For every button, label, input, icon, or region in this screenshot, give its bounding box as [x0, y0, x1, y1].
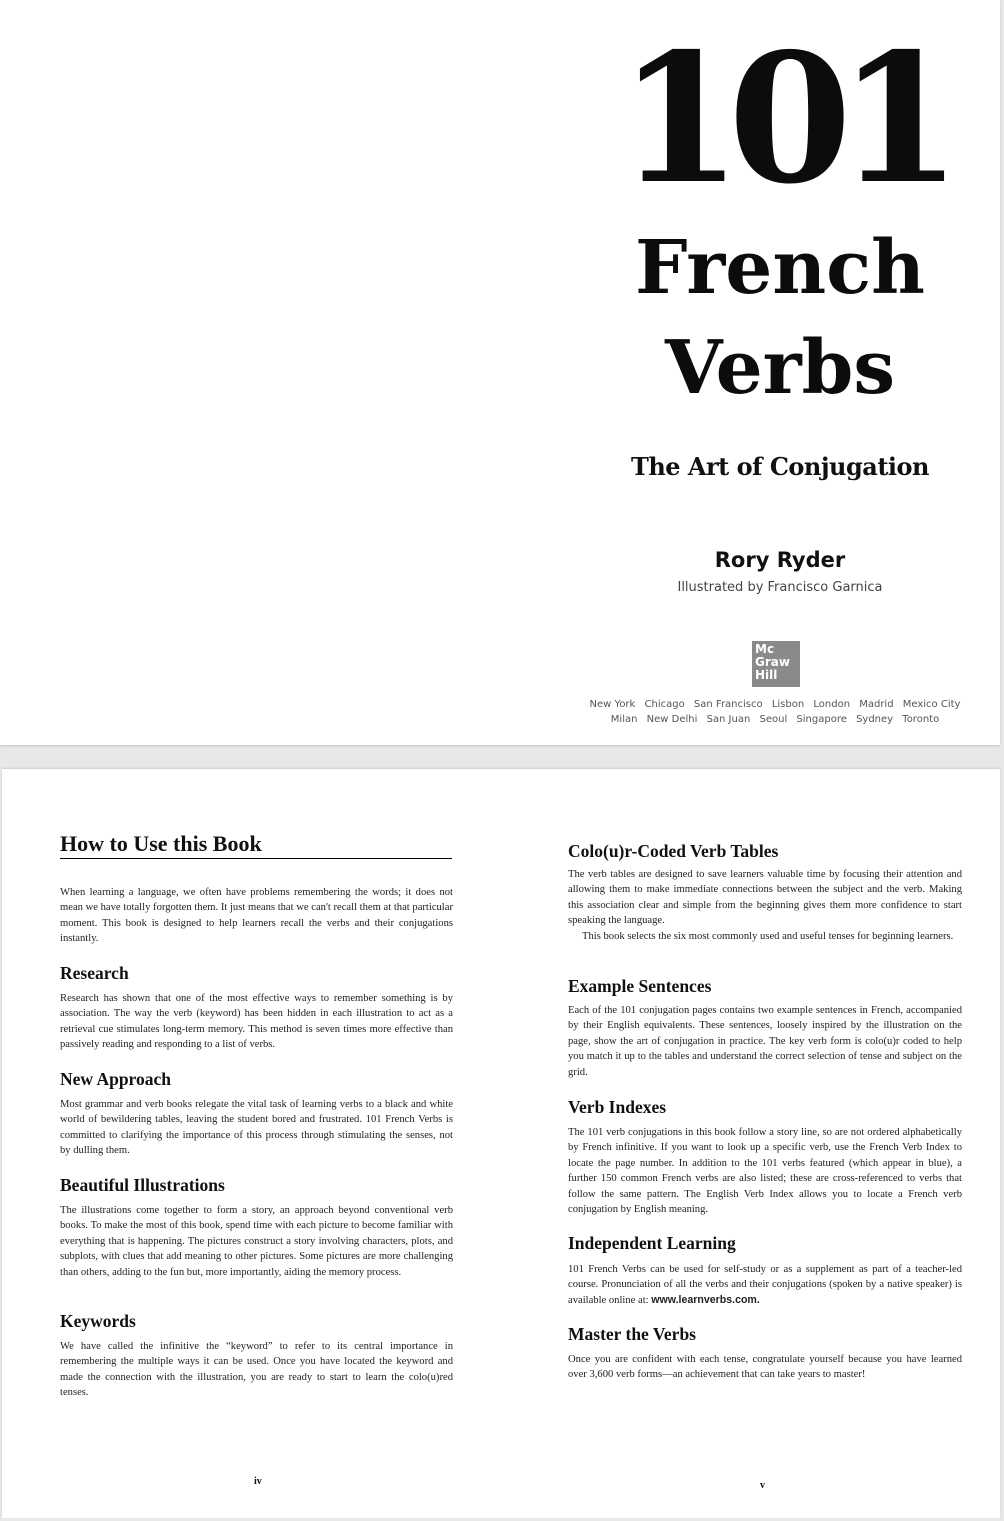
- section-body-text: The verb tables are designed to save learners valuable time by focusing their attention and allowing them to make immediate connections between the subject and the verb. Making this association clear and simple from the beginning gives them more confidence to start speaking the language.: [568, 869, 962, 927]
- city: Chicago: [644, 699, 685, 710]
- city: Toronto: [902, 714, 940, 725]
- section-heading: Research: [60, 963, 129, 983]
- book-subtitle: The Art of Conjugation: [630, 452, 929, 481]
- publisher-cities-row2: [560, 714, 990, 725]
- logo-line-2: Graw: [755, 655, 790, 669]
- section-body: Most grammar and verb books relegate the vital task of learning verbs to a black and white world of bewildering tables, leaving the student bored and frustrated. 101 French Verbs is committed to clarifying the importance of this process through stimulating the senses, not by dulling them.: [60, 1099, 453, 1157]
- city: New Delhi: [646, 714, 698, 725]
- section-body-text-2: This book selects the six most commonly used and useful tenses for beginning learners.: [582, 930, 954, 942]
- city: Lisbon: [771, 699, 805, 710]
- city: Singapore: [796, 714, 847, 725]
- section-heading: Example Sentences: [568, 976, 712, 996]
- book-title-line2: Verbs: [664, 325, 896, 411]
- logo-line-3: Hill: [755, 668, 778, 682]
- city: San Francisco: [693, 699, 763, 710]
- author-name: Rory Ryder: [714, 548, 846, 572]
- book-spread: [2, 769, 1000, 1518]
- logo-line-1: Mc: [755, 642, 775, 656]
- book-title-line1: French: [635, 225, 925, 311]
- title-number: 101: [618, 14, 948, 223]
- section-heading: New Approach: [60, 1069, 172, 1089]
- section-body: [568, 1262, 962, 1308]
- illustrator-credit: Illustrated by Francisco Garnica: [677, 580, 883, 595]
- city: Madrid: [859, 699, 894, 710]
- city: Seoul: [759, 714, 788, 725]
- intro-paragraph: When learning a language, we often have problems remembering the words; it does not mean we have totally forgotten them. It just means that we can't recall them at that particular moment. This book is designed to help learners recall the verbs and their conjugations instantly.: [60, 887, 453, 945]
- city: Mexico City: [902, 699, 961, 710]
- city: New York: [589, 699, 636, 710]
- section-heading: Keywords: [60, 1311, 136, 1331]
- section-heading: Master the Verbs: [568, 1324, 696, 1344]
- city: Sydney: [856, 714, 894, 725]
- section-body: The illustrations come together to form a story, an approach beyond conventional verb books. To make the most of this book, spend time with each picture to become familiar with everything that is happening. The pictures construct a story involving characters, plots, and subplots, with clues that add meaning to other pictures. Some pictures are more challenging than others, adding to the fun but, more importantly, aiding the memory process.: [60, 1205, 453, 1278]
- title-page: [0, 0, 1000, 745]
- website-link[interactable]: www.learnverbs.com.: [651, 1293, 760, 1306]
- page-number-right: v: [760, 1480, 765, 1491]
- section-heading: Beautiful Illustrations: [60, 1175, 225, 1195]
- publisher-cities-row1: [560, 699, 990, 710]
- section-body: Research has shown that one of the most effective ways to remember something is by association. The way the verb (keyword) has been hidden in each illustration to act as a retrieval cue stimulates long-term memory. This method is seven times more effective than passively reading and responding to a list of verbs.: [60, 993, 453, 1051]
- section-body: [568, 867, 962, 944]
- page-heading: How to Use this Book: [60, 831, 452, 859]
- section-heading: Colo(u)r-Coded Verb Tables: [568, 841, 779, 861]
- city: San Juan: [706, 714, 751, 725]
- section-body: We have called the infinitive the “keyword” to refer to its central importance in remembering the multiple ways it can be used. Once you have located the keyword and made the connection with the illustration, you are ready to start to learn the colo(u)red tenses.: [60, 1341, 453, 1399]
- section-heading: Verb Indexes: [568, 1097, 667, 1117]
- section-body: The 101 verb conjugations in this book follow a story line, so are not ordered alphabetically by French infinitive. If you want to look up a specific verb, use the French Verb Index to locate the page number. In addition to the 101 verbs featured (which appear in blue), a further 150 common French verbs are also listed; these are cross-referenced to verbs that follow the same pattern. The English Verb Index allows you to locate a French verb conjugation by English meaning.: [568, 1127, 962, 1216]
- city: Milan: [610, 714, 638, 725]
- section-body: Once you are confident with each tense, congratulate yourself because you have learned over 3,600 verb forms—an achievement that can take years to master!: [568, 1354, 962, 1381]
- section-heading: Independent Learning: [568, 1233, 736, 1253]
- section-body-text: 101 French Verbs can be used for self-study or as a supplement as part of a teacher-led course. Pronunciation of all the verbs and their conjugations (spoken by a native speaker) is available online at:: [568, 1264, 962, 1306]
- page-number-left: iv: [254, 1476, 262, 1487]
- publisher-logo: [752, 641, 800, 687]
- city: London: [813, 699, 851, 710]
- section-body: Each of the 101 conjugation pages contains two example sentences in French, accompanied by their English equivalents. These sentences, loosely inspired by the illustration on the page, show the art of conjugation in practice. The key verb form is colo(u)r coded to help you match it up to the tables and understand the correct selection of tense and subject on the grid.: [568, 1005, 962, 1078]
